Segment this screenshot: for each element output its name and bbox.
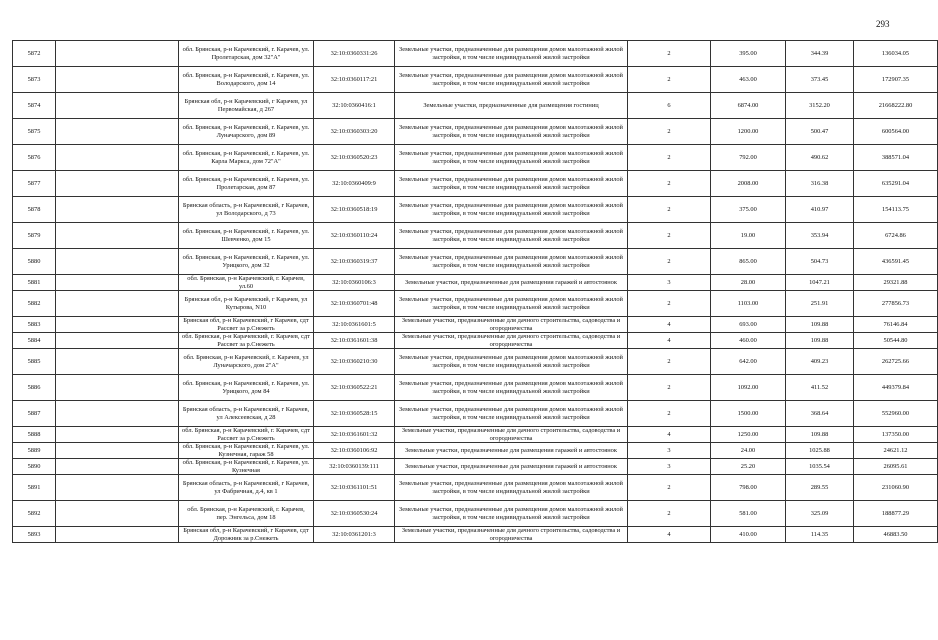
specific-value-cell: 500.47 <box>786 119 854 145</box>
cadastral-value-cell: 24621.12 <box>854 443 938 459</box>
cadastral-value-cell: 436591.45 <box>854 249 938 275</box>
cadastral-number-cell: 32:10:0361201:3 <box>314 527 395 543</box>
cadastral-value-cell: 277856.73 <box>854 291 938 317</box>
specific-value-cell: 114.35 <box>786 527 854 543</box>
area-cell: 395.00 <box>711 41 786 67</box>
row-number-cell: 5877 <box>13 171 56 197</box>
row-number-cell: 5873 <box>13 67 56 93</box>
land-use-cell: Земельные участки, предназначенные для дачного строительства, садоводства и огородничества <box>395 333 628 349</box>
land-use-cell: Земельные участки, предназначенные для размещения гаражей и автостоянок <box>395 275 628 291</box>
land-use-cell: Земельные участки, предназначенные для размещения гаражей и автостоянок <box>395 459 628 475</box>
table-row <box>13 501 938 527</box>
cadastral-value-cell: 6724.86 <box>854 223 938 249</box>
table-row <box>13 93 938 119</box>
land-use-cell: Земельные участки, предназначенные для размещения домов малоэтажной жилой застройки, в том числе индивидуальной жилой застройки <box>395 401 628 427</box>
specific-value-cell: 109.88 <box>786 317 854 333</box>
table-row <box>13 291 938 317</box>
address-cell: обл. Брянская, р-н Карачевский, г. Карачев, сдт Рассвет за р.Снежеть <box>179 333 314 349</box>
row-number-cell: 5890 <box>13 459 56 475</box>
blank-cell <box>56 333 179 349</box>
cadastral-value-cell: 136034.05 <box>854 41 938 67</box>
land-use-cell: Земельные участки, предназначенные для размещения домов малоэтажной жилой застройки, в том числе индивидуальной жилой застройки <box>395 41 628 67</box>
address-cell: обл. Брянская, р-н Карачевский, г. Карачев, ул. Карла Маркса, дом 72"А" <box>179 145 314 171</box>
blank-cell <box>56 275 179 291</box>
blank-cell <box>56 501 179 527</box>
row-number-cell: 5874 <box>13 93 56 119</box>
table-row <box>13 145 938 171</box>
cadastral-value-cell: 46883.50 <box>854 527 938 543</box>
blank-cell <box>56 67 179 93</box>
category-code-cell: 2 <box>628 41 711 67</box>
area-cell: 410.00 <box>711 527 786 543</box>
row-number-cell: 5872 <box>13 41 56 67</box>
cadastral-value-cell: 635291.04 <box>854 171 938 197</box>
category-code-cell: 3 <box>628 459 711 475</box>
address-cell: обл. Брянская, р-н Карачевский, г. Карачев, ул. Володарского, дом 14 <box>179 67 314 93</box>
cadastral-number-cell: 32:10:0360530:24 <box>314 501 395 527</box>
cadastral-number-cell: 32:10:0360416:1 <box>314 93 395 119</box>
table-row <box>13 275 938 291</box>
row-number-cell: 5883 <box>13 317 56 333</box>
land-use-cell: Земельные участки, предназначенные для размещения домов малоэтажной жилой застройки, в том числе индивидуальной жилой застройки <box>395 119 628 145</box>
address-cell: Брянская обл, р-н Карачевский, г Карачев, сдт Рассвет за р.Снежеть <box>179 317 314 333</box>
table-row <box>13 67 938 93</box>
area-cell: 375.00 <box>711 197 786 223</box>
row-number-cell: 5882 <box>13 291 56 317</box>
category-code-cell: 2 <box>628 223 711 249</box>
category-code-cell: 2 <box>628 501 711 527</box>
blank-cell <box>56 223 179 249</box>
blank-cell <box>56 249 179 275</box>
cadastral-number-cell: 32:10:0360518:19 <box>314 197 395 223</box>
cadastral-number-cell: 32:10:0360106:3 <box>314 275 395 291</box>
category-code-cell: 2 <box>628 375 711 401</box>
registry-body <box>13 41 938 543</box>
cadastral-number-cell: 32:10:0360520:23 <box>314 145 395 171</box>
address-cell: обл. Брянская, р-н Карачевский, г. Карачев, ул. Урицкого, дом 32 <box>179 249 314 275</box>
row-number-cell: 5891 <box>13 475 56 501</box>
table-row <box>13 401 938 427</box>
table-row <box>13 427 938 443</box>
page-number: 293 <box>876 19 890 29</box>
area-cell: 463.00 <box>711 67 786 93</box>
cadastral-value-cell: 26095.61 <box>854 459 938 475</box>
specific-value-cell: 3152.20 <box>786 93 854 119</box>
blank-cell <box>56 443 179 459</box>
specific-value-cell: 109.88 <box>786 333 854 349</box>
specific-value-cell: 409.23 <box>786 349 854 375</box>
address-cell: обл. Брянская, р-н Карачевский, г. Карачев, сдт Рассвет за р.Снежеть <box>179 427 314 443</box>
specific-value-cell: 251.91 <box>786 291 854 317</box>
cadastral-value-cell: 552960.00 <box>854 401 938 427</box>
specific-value-cell: 353.94 <box>786 223 854 249</box>
row-number-cell: 5884 <box>13 333 56 349</box>
land-use-cell: Земельные участки, предназначенные для размещения домов малоэтажной жилой застройки, в том числе индивидуальной жилой застройки <box>395 475 628 501</box>
area-cell: 1500.00 <box>711 401 786 427</box>
specific-value-cell: 490.62 <box>786 145 854 171</box>
area-cell: 1103.00 <box>711 291 786 317</box>
blank-cell <box>56 171 179 197</box>
blank-cell <box>56 349 179 375</box>
cadastral-number-cell: 32:10:0360210:30 <box>314 349 395 375</box>
blank-cell <box>56 427 179 443</box>
table-row <box>13 171 938 197</box>
cadastral-number-cell: 32:10:0360117:21 <box>314 67 395 93</box>
cadastral-number-cell: 32:10:0361601:38 <box>314 333 395 349</box>
table-row <box>13 443 938 459</box>
land-use-cell: Земельные участки, предназначенные для размещения домов малоэтажной жилой застройки, в том числе индивидуальной жилой застройки <box>395 349 628 375</box>
cadastral-number-cell: 32:10:0360139:111 <box>314 459 395 475</box>
blank-cell <box>56 317 179 333</box>
specific-value-cell: 325.09 <box>786 501 854 527</box>
cadastral-number-cell: 32:10:0361101:51 <box>314 475 395 501</box>
category-code-cell: 2 <box>628 145 711 171</box>
land-use-cell: Земельные участки, предназначенные для размещения гостиниц <box>395 93 628 119</box>
blank-cell <box>56 145 179 171</box>
blank-cell <box>56 197 179 223</box>
category-code-cell: 3 <box>628 443 711 459</box>
land-use-cell: Земельные участки, предназначенные для размещения домов малоэтажной жилой застройки, в том числе индивидуальной жилой застройки <box>395 197 628 223</box>
table-row <box>13 223 938 249</box>
cadastral-value-cell: 21668222.80 <box>854 93 938 119</box>
blank-cell <box>56 459 179 475</box>
category-code-cell: 6 <box>628 93 711 119</box>
category-code-cell: 4 <box>628 527 711 543</box>
land-use-cell: Земельные участки, предназначенные для размещения домов малоэтажной жилой застройки, в том числе индивидуальной жилой застройки <box>395 171 628 197</box>
cadastral-number-cell: 32:10:0360319:37 <box>314 249 395 275</box>
category-code-cell: 2 <box>628 349 711 375</box>
area-cell: 693.00 <box>711 317 786 333</box>
address-cell: обл. Брянская, р-н Карачевский, г. Карачев, ул. Шевченко, дом 15 <box>179 223 314 249</box>
row-number-cell: 5885 <box>13 349 56 375</box>
area-cell: 6874.00 <box>711 93 786 119</box>
table-row <box>13 317 938 333</box>
address-cell: Брянская обл, р-н Карачевский, г Карачев, сдт Дорожник за р.Снежеть <box>179 527 314 543</box>
land-use-cell: Земельные участки, предназначенные для размещения домов малоэтажной жилой застройки, в том числе индивидуальной жилой застройки <box>395 501 628 527</box>
land-use-cell: Земельные участки, предназначенные для дачного строительства, садоводства и огородничества <box>395 527 628 543</box>
area-cell: 1250.00 <box>711 427 786 443</box>
table-row <box>13 333 938 349</box>
address-cell: обл. Брянская, р-н Карачевский, г. Карачев, ул. Луначарского, дом 89 <box>179 119 314 145</box>
cadastral-value-cell: 388571.04 <box>854 145 938 171</box>
category-code-cell: 4 <box>628 333 711 349</box>
address-cell: Брянская обл, р-н Карачевский, г Карачев, ул Кутырова, N10 <box>179 291 314 317</box>
cadastral-number-cell: 32:10:0360701:48 <box>314 291 395 317</box>
cadastral-value-cell: 449379.84 <box>854 375 938 401</box>
cadastral-number-cell: 32:10:0360331:26 <box>314 41 395 67</box>
cadastral-value-cell: 172907.35 <box>854 67 938 93</box>
land-use-cell: Земельные участки, предназначенные для дачного строительства, садоводства и огородничества <box>395 427 628 443</box>
area-cell: 792.00 <box>711 145 786 171</box>
row-number-cell: 5892 <box>13 501 56 527</box>
category-code-cell: 2 <box>628 197 711 223</box>
area-cell: 798.00 <box>711 475 786 501</box>
area-cell: 460.00 <box>711 333 786 349</box>
blank-cell <box>56 401 179 427</box>
area-cell: 28.00 <box>711 275 786 291</box>
table-row <box>13 197 938 223</box>
address-cell: Брянская область, р-н Карачевский, г Карачев, ул Володарского, д 73 <box>179 197 314 223</box>
cadastral-number-cell: 32:10:0360303:20 <box>314 119 395 145</box>
category-code-cell: 2 <box>628 119 711 145</box>
specific-value-cell: 373.45 <box>786 67 854 93</box>
table-row <box>13 375 938 401</box>
cadastral-number-cell: 32:10:0360110:24 <box>314 223 395 249</box>
land-use-cell: Земельные участки, предназначенные для дачного строительства, садоводства и огородничества <box>395 317 628 333</box>
category-code-cell: 4 <box>628 427 711 443</box>
row-number-cell: 5878 <box>13 197 56 223</box>
category-code-cell: 4 <box>628 317 711 333</box>
cadastral-value-cell: 600564.00 <box>854 119 938 145</box>
address-cell: обл. Брянская, р-н Карачевский, г. Карачев, ул.60 <box>179 275 314 291</box>
area-cell: 2008.00 <box>711 171 786 197</box>
cadastral-number-cell: 32:10:0361601:5 <box>314 317 395 333</box>
land-use-cell: Земельные участки, предназначенные для размещения домов малоэтажной жилой застройки, в том числе индивидуальной жилой застройки <box>395 145 628 171</box>
cadastral-value-cell: 188877.29 <box>854 501 938 527</box>
row-number-cell: 5888 <box>13 427 56 443</box>
address-cell: обл. Брянская, р-н Карачевский, г. Карачев, ул. Кузнечная <box>179 459 314 475</box>
specific-value-cell: 109.88 <box>786 427 854 443</box>
cadastral-number-cell: 32:10:0360528:15 <box>314 401 395 427</box>
row-number-cell: 5880 <box>13 249 56 275</box>
area-cell: 1200.00 <box>711 119 786 145</box>
specific-value-cell: 1035.54 <box>786 459 854 475</box>
row-number-cell: 5875 <box>13 119 56 145</box>
land-use-cell: Земельные участки, предназначенные для размещения домов малоэтажной жилой застройки, в том числе индивидуальной жилой застройки <box>395 291 628 317</box>
land-use-cell: Земельные участки, предназначенные для размещения домов малоэтажной жилой застройки, в том числе индивидуальной жилой застройки <box>395 223 628 249</box>
cadastral-value-cell: 154113.75 <box>854 197 938 223</box>
blank-cell <box>56 93 179 119</box>
specific-value-cell: 504.73 <box>786 249 854 275</box>
row-number-cell: 5887 <box>13 401 56 427</box>
blank-cell <box>56 527 179 543</box>
specific-value-cell: 316.38 <box>786 171 854 197</box>
address-cell: обл. Брянская, р-н Карачевский, г. Карачев, ул. Кузнечная, гараж 58 <box>179 443 314 459</box>
specific-value-cell: 411.52 <box>786 375 854 401</box>
row-number-cell: 5876 <box>13 145 56 171</box>
address-cell: Брянская область, р-н Карачевский, г Карачев, ул Фабричная, д.4, кв 1 <box>179 475 314 501</box>
cadastral-value-cell: 76146.84 <box>854 317 938 333</box>
blank-cell <box>56 375 179 401</box>
area-cell: 24.00 <box>711 443 786 459</box>
cadastral-value-cell: 137350.00 <box>854 427 938 443</box>
row-number-cell: 5881 <box>13 275 56 291</box>
specific-value-cell: 289.55 <box>786 475 854 501</box>
address-cell: обл. Брянская, р-н Карачевский, г. Карачев, ул. Пролетарская, дом 87 <box>179 171 314 197</box>
area-cell: 19.00 <box>711 223 786 249</box>
cadastral-number-cell: 32:10:0360106:92 <box>314 443 395 459</box>
area-cell: 642.00 <box>711 349 786 375</box>
table-row <box>13 527 938 543</box>
table-row <box>13 41 938 67</box>
row-number-cell: 5893 <box>13 527 56 543</box>
cadastral-number-cell: 32:10:0360522:21 <box>314 375 395 401</box>
category-code-cell: 2 <box>628 291 711 317</box>
address-cell: обл. Брянская, р-н Карачевский, г. Карачев, пер. Энгельса, дом 18 <box>179 501 314 527</box>
address-cell: Брянская область, р-н Карачевский, г Карачев, ул Алексеевская, д 28 <box>179 401 314 427</box>
row-number-cell: 5889 <box>13 443 56 459</box>
category-code-cell: 2 <box>628 401 711 427</box>
area-cell: 25.20 <box>711 459 786 475</box>
cadastral-value-cell: 50544.80 <box>854 333 938 349</box>
blank-cell <box>56 41 179 67</box>
category-code-cell: 2 <box>628 67 711 93</box>
cadastral-number-cell: 32:10:0361601:32 <box>314 427 395 443</box>
category-code-cell: 2 <box>628 249 711 275</box>
table-row <box>13 459 938 475</box>
row-number-cell: 5879 <box>13 223 56 249</box>
specific-value-cell: 1047.21 <box>786 275 854 291</box>
land-use-cell: Земельные участки, предназначенные для размещения домов малоэтажной жилой застройки, в том числе индивидуальной жилой застройки <box>395 375 628 401</box>
area-cell: 581.00 <box>711 501 786 527</box>
land-use-cell: Земельные участки, предназначенные для размещения домов малоэтажной жилой застройки, в том числе индивидуальной жилой застройки <box>395 249 628 275</box>
land-use-cell: Земельные участки, предназначенные для размещения домов малоэтажной жилой застройки, в том числе индивидуальной жилой застройки <box>395 67 628 93</box>
address-cell: обл. Брянская, р-н Карачевский, г. Карачев, ул Луначарского, дом 2"А" <box>179 349 314 375</box>
address-cell: Брянская обл, р-н Карачевский, г Карачев, ул Первомайская, д 267 <box>179 93 314 119</box>
cadastral-value-cell: 231060.90 <box>854 475 938 501</box>
blank-cell <box>56 291 179 317</box>
area-cell: 1092.00 <box>711 375 786 401</box>
specific-value-cell: 1025.88 <box>786 443 854 459</box>
cadastral-registry-table <box>12 40 938 543</box>
area-cell: 865.00 <box>711 249 786 275</box>
address-cell: обл. Брянская, р-н Карачевский, г. Карачев, ул. Пролетарская, дом 32"А" <box>179 41 314 67</box>
row-number-cell: 5886 <box>13 375 56 401</box>
land-use-cell: Земельные участки, предназначенные для размещения гаражей и автостоянок <box>395 443 628 459</box>
blank-cell <box>56 119 179 145</box>
category-code-cell: 3 <box>628 275 711 291</box>
specific-value-cell: 344.39 <box>786 41 854 67</box>
specific-value-cell: 410.97 <box>786 197 854 223</box>
cadastral-number-cell: 32:10:0360409:9 <box>314 171 395 197</box>
cadastral-value-cell: 262725.66 <box>854 349 938 375</box>
cadastral-value-cell: 29321.88 <box>854 275 938 291</box>
table-row <box>13 249 938 275</box>
address-cell: обл. Брянская, р-н Карачевский, г. Карачев, ул. Урицкого, дом 84 <box>179 375 314 401</box>
category-code-cell: 2 <box>628 171 711 197</box>
specific-value-cell: 368.64 <box>786 401 854 427</box>
blank-cell <box>56 475 179 501</box>
category-code-cell: 2 <box>628 475 711 501</box>
table-row <box>13 475 938 501</box>
table-row <box>13 119 938 145</box>
table-row <box>13 349 938 375</box>
